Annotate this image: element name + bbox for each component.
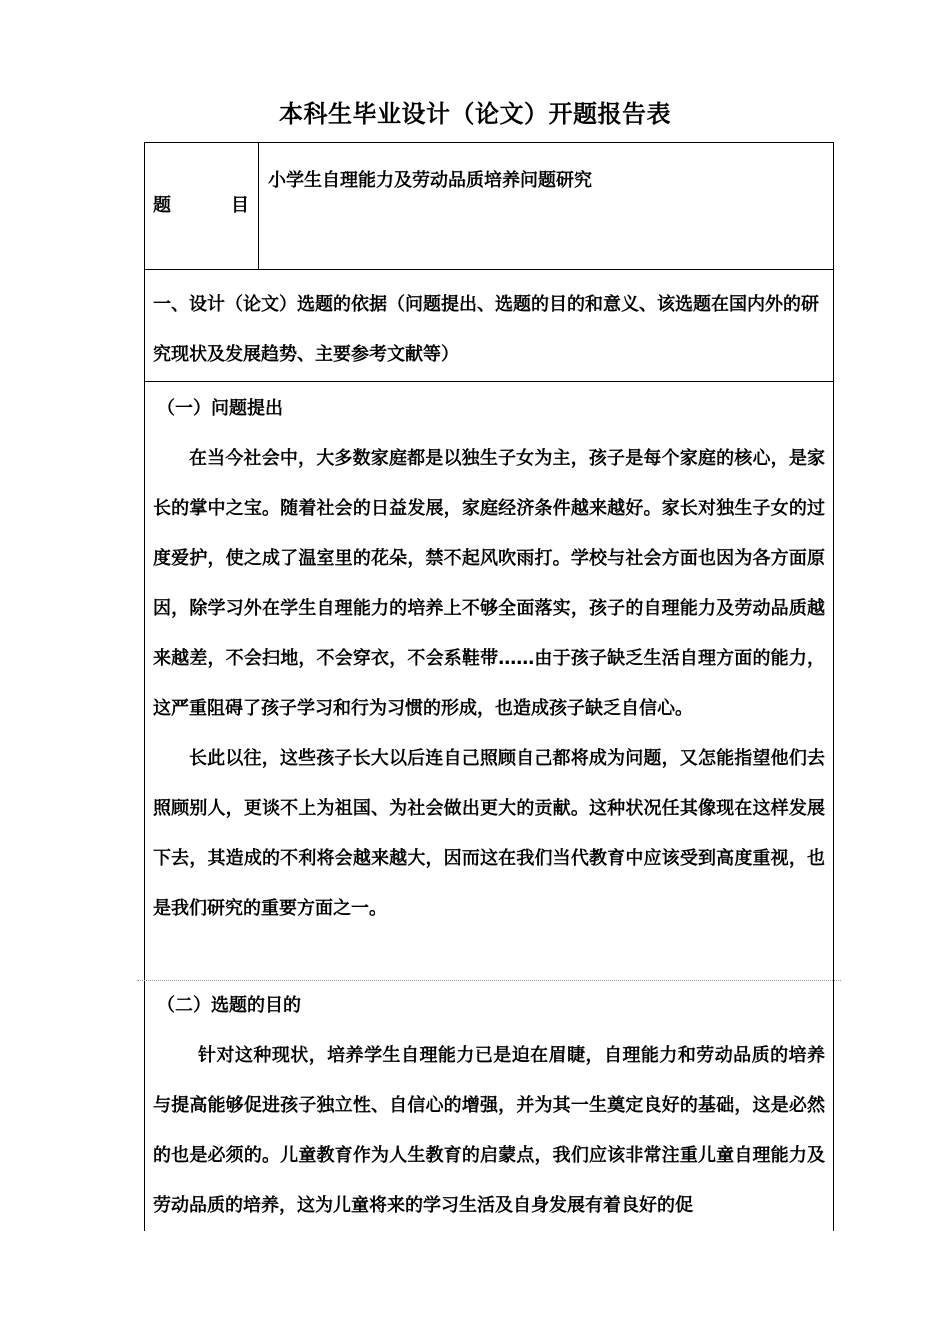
topic-row	[145, 143, 833, 270]
report-table	[144, 142, 834, 1231]
page-title: 本科生毕业设计（论文）开题报告表	[279, 100, 671, 128]
problem-statement-paragraph-1: 在当今社会中，大多数家庭都是以独生子女为主，孩子是每个家庭的核心，是家长的掌中之宝。随着社会的日益发展，家庭经济条件越来越好。家长对独生子女的过度爱护，使之成了温室里的花朵，禁不起风吹雨打。学校与社会方面也因为各方面原因，除学习外在学生自理能力的培养上不够全面落实，孩子的自理能力及劳动品质越来越差，不会扫地，不会穿衣，不会系鞋带……由于孩子缺乏生活自理方面的能力，这严重阻碍了孩子学习和行为习惯的形成，也造成孩子缺乏自信心。	[153, 448, 825, 719]
problem-statement-paragraph-2: 长此以往，这些孩子长大以后连自己照顾自己都将成为问题，又怎能指望他们去照顾别人，更谈不上为祖国、为社会做出更大的贡献。这种状况任其像现在这样发展下去，其造成的不利将会越来越大，因而这在我们当代教育中应该受到高度重视，也是我们研究的重要方面之一。	[153, 748, 825, 919]
research-purpose-section	[145, 981, 833, 1231]
topic-label-cell	[145, 143, 259, 269]
section-one-heading: 一、设计（论文）选题的依据（问题提出、选题的目的和意义、该选题在国内外的研究现状及发展趋势、主要参考文献等）	[145, 270, 833, 382]
research-purpose-paragraph-1: 针对这种现状，培养学生自理能力已是迫在眉睫，自理能力和劳动品质的培养与提高能够促进孩子独立性、自信心的增强，并为其一生奠定良好的基础，这是必然的也是必须的。儿童教育作为人生教育的启蒙点，我们应该非常注重儿童自理能力及劳动品质的培养，这为儿童将来的学习生活及自身发展有着良好的促	[153, 1045, 825, 1216]
topic-value: 小学生自理能力及劳动品质培养问题研究	[268, 170, 592, 191]
research-purpose-heading: （二）选题的目的	[157, 995, 301, 1016]
topic-label-second-char: 目	[231, 195, 249, 216]
problem-statement-heading: （一）问题提出	[157, 398, 283, 419]
topic-label-first-char: 题	[153, 195, 171, 216]
problem-statement-section	[145, 382, 833, 980]
